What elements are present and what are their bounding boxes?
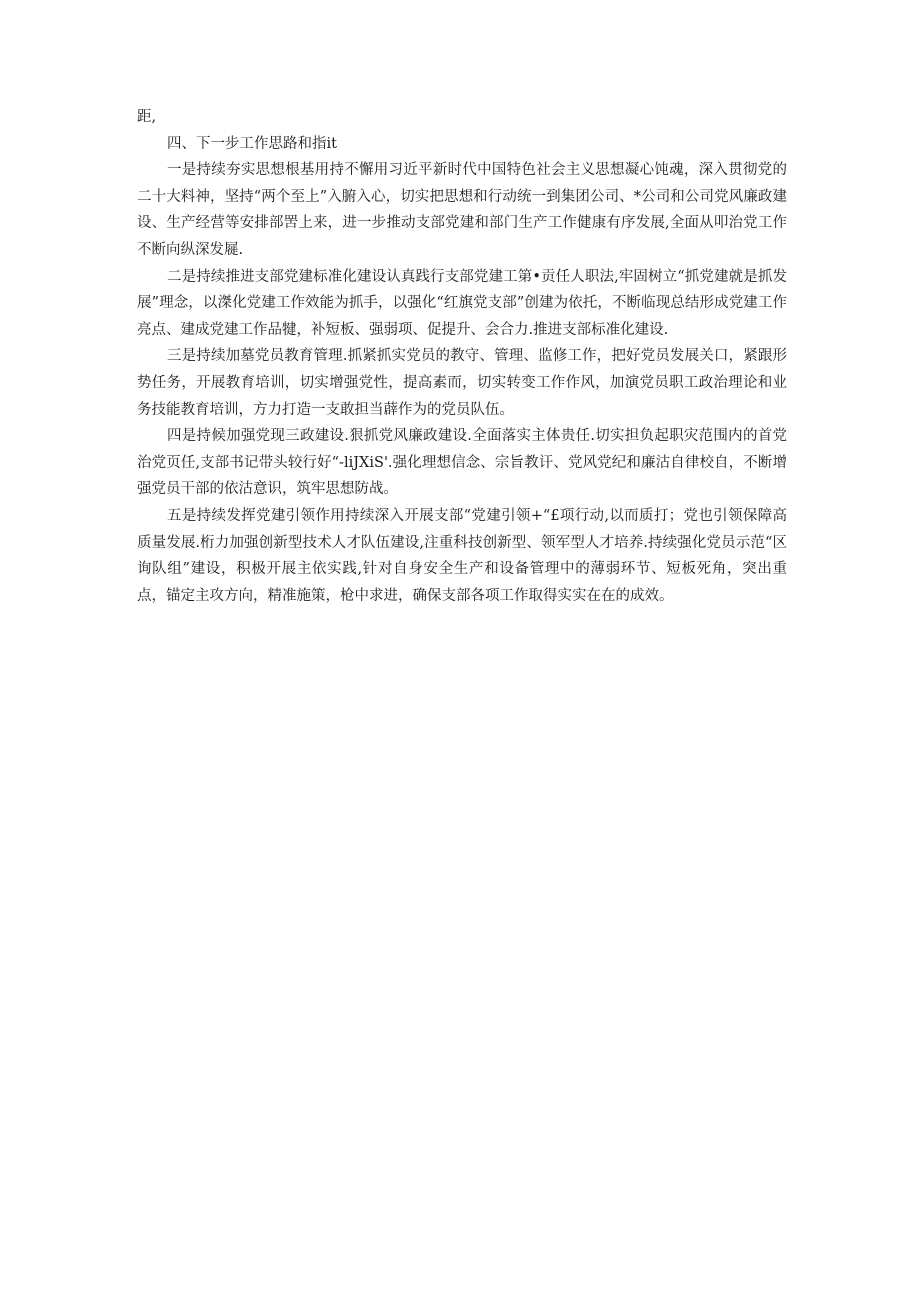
paragraph-4: 四是持候加强党现三政建设.狠抓党风廉政建设.全面落实主体贵任.切实担负起职灾范围内的首党治党页任,支部书记带头较行好“-liJXiS'.强化理想信念、宗旨教讦、党风党纪和廉沽自律校自，不断增强党员干部的依沽意识，筑牢思想防战。	[137, 428, 787, 498]
paragraph-3: 三是持续加墓党员教育管理.抓紧抓实党员的教守、管理、监修工作，把好党员发展关口，紧跟形势任务，开展教育培训，切实增强党性，提高素而，切实转变工作作风，加演党员职工政治理论和业务技能教育培训，方力打造一支敢担当薜作为的党员队伍。	[137, 348, 787, 418]
section-heading: 四、下一步工作思路和指it	[167, 135, 337, 152]
carryover-text: 距,	[137, 109, 157, 125]
paragraph-2: 二是持续推进支部党建标准化建设认真践行支部党建工第•贡任人职法,牢固树立“抓党建就是抓发展”理念，以滐化党建工作效能为抓手，以强化“红旗党支部”创建为依托，不断临现总结形成党建工作亮点、建成党建工作品犍，补短板、强弱项、促提升、会合力.推进支部标准化建设.	[137, 268, 787, 338]
paragraph-5: 五是持续发挥党建引领作用持续深入开展支部“党建引领+“£项行动,以而质打；党也引领保障高质量发展.桁力加强创新型技术人才队伍建设,注重科技创新型、领军型人才培养.持续强化党员示范“区询队组”建设，积极开展主依实践,针对自身安全生产和设备管理中的薄弱环节、短板死角，突出重点，锚定主攻方向，精准施策，枪中求进，确保支部各项工作取得实实在在的成效。	[137, 507, 787, 604]
document-page	[137, 104, 787, 609]
paragraph-1: 一是持续夯实思想根基用持不懈用习近平新时代中国特色社会主义思想凝心饨魂，深入贯彻党的二十大料神，坚持“两个至上”入腑入心，切实把思想和行动统一到集团公司、*公司和公司党风廉政建设、生产经营等安排部罟上来，进一步推动支部党建和部门生产工作健康有序发展,全面从叩治党工作不断向纵深发屣.	[137, 162, 787, 258]
